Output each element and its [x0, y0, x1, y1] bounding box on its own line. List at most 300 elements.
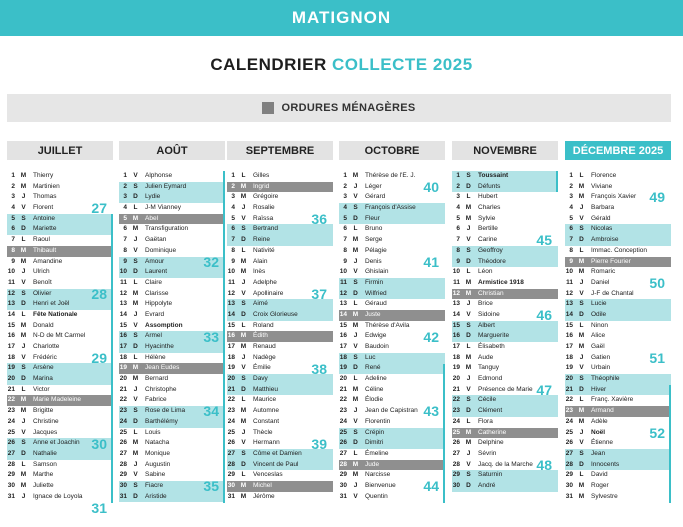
day-row — [452, 171, 558, 182]
day-number: 23 — [227, 407, 235, 415]
day-number: 4 — [231, 204, 235, 212]
day-number: 3 — [456, 193, 460, 201]
day-row — [119, 203, 225, 214]
weekday-letter: L — [353, 375, 358, 383]
month-column — [339, 141, 445, 502]
day-row — [7, 310, 113, 321]
day-number: 5 — [231, 214, 235, 222]
day-row — [339, 428, 445, 439]
day-row — [452, 203, 558, 214]
weekday-letter: M — [20, 471, 27, 479]
weekday-letter: D — [466, 332, 471, 340]
accent-line — [111, 214, 113, 503]
day-row — [227, 417, 333, 428]
brand-name: MATIGNON — [291, 8, 392, 27]
day-row — [565, 406, 671, 417]
weekday-letter: M — [20, 321, 27, 329]
day-row — [7, 417, 113, 428]
saint-name: Antoine — [33, 214, 56, 222]
weekday-letter: M — [132, 375, 139, 383]
day-row — [452, 406, 558, 417]
weekday-letter: D — [21, 375, 26, 383]
saint-name: Wilfried — [365, 289, 387, 297]
saint-name: Thierry — [33, 172, 54, 179]
day-row — [339, 385, 445, 396]
day-row — [119, 224, 225, 235]
weekday-letter: M — [20, 481, 27, 489]
weekday-letter: L — [21, 310, 26, 318]
saint-name: Marina — [33, 375, 53, 383]
weekday-letter: D — [21, 449, 26, 457]
day-number: 31 — [7, 492, 15, 500]
weekday-letter: S — [466, 172, 471, 179]
weekday-letter: M — [578, 332, 585, 340]
weekday-letter: D — [466, 257, 471, 265]
day-number: 10 — [227, 268, 235, 276]
day-number: 5 — [456, 214, 460, 222]
weekday-letter: L — [21, 460, 26, 468]
day-number: 31 — [339, 492, 347, 500]
day-number: 11 — [453, 278, 460, 286]
day-number: 24 — [452, 417, 460, 425]
weekday-letter: V — [353, 417, 358, 425]
saint-name: Transfiguration — [145, 225, 189, 233]
saint-name: Inès — [253, 268, 266, 276]
weekday-letter: S — [579, 449, 584, 457]
day-number: 14 — [565, 310, 573, 318]
day-number: 15 — [119, 321, 127, 329]
week-number: 51 — [649, 349, 665, 366]
weekday-letter: M — [240, 182, 247, 190]
month-days — [565, 171, 671, 502]
day-row — [339, 460, 445, 471]
weekday-letter: V — [353, 268, 358, 276]
saint-name: Côme et Damien — [253, 449, 302, 457]
day-number: 11 — [228, 278, 235, 286]
saint-name: Céline — [365, 385, 384, 393]
saint-name: Michel — [253, 481, 272, 489]
day-number: 14 — [452, 310, 460, 318]
day-row — [339, 353, 445, 364]
day-number: 19 — [227, 364, 235, 372]
day-number: 17 — [339, 343, 347, 350]
weekday-letter: M — [20, 246, 27, 254]
day-row — [227, 267, 333, 278]
week-number: 31 — [91, 499, 107, 516]
weekday-letter: J — [21, 193, 26, 201]
week-number: 43 — [423, 403, 439, 420]
day-number: 8 — [231, 246, 235, 254]
day-number: 3 — [231, 193, 235, 201]
weekday-letter: M — [240, 417, 247, 425]
weekday-letter: L — [353, 225, 358, 233]
saint-name: Crépin — [365, 428, 385, 436]
day-row — [227, 406, 333, 417]
saint-name: Immac. Conception — [591, 246, 647, 254]
weekday-letter: J — [466, 300, 471, 308]
weekday-letter: S — [133, 257, 138, 265]
day-row — [119, 353, 225, 364]
saint-name: Lucie — [591, 300, 607, 308]
saint-name: Alphonse — [145, 172, 173, 179]
saint-name: Gérard — [365, 193, 386, 201]
day-number: 13 — [7, 300, 15, 308]
saint-name: Élisabeth — [478, 343, 505, 350]
day-row — [7, 395, 113, 406]
weekday-letter: V — [579, 364, 584, 372]
weekday-letter: J — [353, 481, 358, 489]
weekday-letter: V — [466, 460, 471, 468]
weekday-letter: D — [466, 407, 471, 415]
day-row — [7, 321, 113, 332]
day-row — [7, 385, 113, 396]
day-number: 4 — [123, 204, 127, 212]
day-number: 18 — [452, 353, 460, 361]
saint-name: Pélagie — [365, 246, 387, 254]
week-number: 46 — [536, 307, 552, 324]
weekday-letter: D — [241, 236, 246, 244]
day-number: 18 — [339, 353, 347, 361]
day-number: 21 — [119, 385, 127, 393]
weekday-letter: J — [21, 492, 26, 500]
day-number: 30 — [227, 481, 235, 489]
day-number: 13 — [119, 300, 127, 308]
day-row — [227, 321, 333, 332]
day-number: 21 — [339, 385, 347, 393]
day-number: 11 — [120, 278, 127, 286]
day-number: 23 — [7, 407, 15, 415]
saint-name: Adeline — [365, 375, 387, 383]
day-number: 8 — [456, 246, 460, 254]
day-number: 27 — [7, 449, 15, 457]
day-number: 17 — [227, 343, 235, 350]
weekday-letter: M — [578, 343, 585, 350]
day-row — [565, 310, 671, 321]
weekday-letter: V — [466, 310, 471, 318]
day-number: 2 — [11, 182, 15, 190]
day-number: 3 — [343, 193, 347, 201]
saint-name: Thècle — [253, 428, 273, 436]
week-number: 41 — [423, 253, 439, 270]
day-row — [452, 214, 558, 225]
saint-name: Jean Eudes — [145, 364, 180, 372]
day-row — [227, 257, 333, 268]
month-column — [565, 141, 671, 502]
saint-name: Adelphe — [253, 278, 277, 286]
saint-name: Thérèse de l'E. J. — [365, 172, 416, 179]
day-row — [565, 385, 671, 396]
saint-name: Gilles — [253, 172, 270, 179]
day-number: 29 — [452, 471, 460, 479]
saint-name: Hélène — [145, 353, 166, 361]
saint-name: Edmond — [478, 375, 503, 383]
month-column — [227, 141, 333, 502]
weekday-letter: L — [579, 396, 584, 404]
day-number: 25 — [339, 428, 347, 436]
day-number: 19 — [339, 364, 347, 372]
weekday-letter: S — [579, 375, 584, 383]
saint-name: Sévrin — [478, 449, 497, 457]
week-number: 50 — [649, 275, 665, 291]
saint-name: Donald — [33, 321, 54, 329]
saint-name: Hiver — [591, 385, 607, 393]
saint-name: Jacq. de la Marche — [478, 460, 533, 468]
day-number: 30 — [7, 481, 15, 489]
day-number: 8 — [343, 246, 347, 254]
saint-name: Marthe — [33, 471, 54, 479]
weekday-letter: J — [133, 310, 138, 318]
day-number: 11 — [566, 278, 573, 286]
day-number: 8 — [123, 246, 127, 254]
weekday-letter: D — [133, 268, 138, 276]
day-number: 2 — [343, 182, 347, 190]
day-number: 13 — [339, 300, 347, 308]
day-row — [452, 192, 558, 203]
week-number: 36 — [311, 210, 327, 227]
day-number: 12 — [565, 289, 573, 297]
day-number: 7 — [343, 236, 347, 244]
weekday-letter: J — [133, 460, 138, 468]
day-row — [339, 289, 445, 300]
saint-name: François d'Assise — [365, 204, 416, 212]
day-number: 21 — [452, 385, 460, 393]
saint-name: Émeline — [365, 449, 389, 457]
weekday-letter: M — [132, 214, 139, 222]
week-number: 34 — [203, 403, 219, 420]
saint-name: Serge — [365, 236, 383, 244]
weekday-letter: L — [21, 385, 26, 393]
day-number: 26 — [227, 439, 235, 447]
day-row — [119, 235, 225, 246]
saint-name: Jude — [365, 460, 380, 468]
weekday-letter: S — [579, 225, 584, 233]
weekday-letter: S — [579, 300, 584, 308]
day-number: 22 — [7, 396, 15, 404]
day-number: 14 — [227, 310, 235, 318]
week-number: 45 — [536, 232, 552, 249]
weekday-letter: S — [21, 364, 26, 372]
day-number: 16 — [565, 332, 573, 340]
day-number: 1 — [231, 172, 235, 179]
day-number: 10 — [565, 268, 573, 276]
saint-name: Aimé — [253, 300, 268, 308]
day-row — [452, 428, 558, 439]
saint-name: Barthélémy — [145, 417, 178, 425]
day-row — [119, 438, 225, 449]
weekday-letter: L — [353, 300, 358, 308]
weekday-letter: M — [465, 204, 472, 212]
saint-name: Armel — [145, 332, 162, 340]
weekday-letter: J — [241, 353, 246, 361]
saint-name: Augustin — [145, 460, 171, 468]
saint-name: Ulrich — [33, 268, 50, 276]
day-number: 29 — [339, 471, 347, 479]
weekday-letter: D — [133, 492, 138, 500]
saint-name: Sylvestre — [591, 492, 618, 500]
week-number: 47 — [536, 382, 552, 398]
day-number: 6 — [123, 225, 127, 233]
weekday-letter: J — [21, 343, 26, 350]
day-number: 9 — [456, 257, 460, 265]
day-row — [339, 214, 445, 225]
weekday-letter: M — [465, 353, 472, 361]
day-number: 13 — [565, 300, 573, 308]
saint-name: Christian — [478, 289, 504, 297]
saint-name: Cécile — [478, 396, 497, 404]
month-header: DÉCEMBRE 2025 — [565, 141, 671, 160]
day-row — [7, 470, 113, 481]
saint-name: Denis — [365, 257, 382, 265]
day-row — [565, 331, 671, 342]
saint-name: Fabrice — [145, 396, 167, 404]
day-row — [565, 257, 671, 268]
day-number: 8 — [11, 246, 15, 254]
weekday-letter: V — [466, 385, 471, 393]
weekday-letter: L — [579, 471, 584, 479]
saint-name: Clarisse — [145, 289, 169, 297]
day-number: 13 — [452, 300, 460, 308]
weekday-letter: L — [579, 246, 584, 254]
saint-name: René — [365, 364, 381, 372]
weekday-letter: S — [21, 439, 26, 447]
day-row — [565, 374, 671, 385]
month-column — [7, 141, 113, 516]
weekday-letter: S — [466, 246, 471, 254]
day-number: 6 — [231, 225, 235, 233]
day-number: 27 — [339, 449, 347, 457]
weekday-letter: L — [579, 172, 584, 179]
saint-name: Hippolyte — [145, 300, 173, 308]
day-row — [565, 492, 671, 503]
month-days — [452, 171, 558, 492]
saint-name: Édith — [253, 332, 268, 340]
day-number: 6 — [343, 225, 347, 233]
day-row — [452, 353, 558, 364]
day-row — [119, 278, 225, 289]
day-number: 15 — [7, 321, 15, 329]
weekday-letter: V — [21, 428, 26, 436]
legend-swatch — [262, 102, 274, 114]
weekday-letter: J — [133, 385, 138, 393]
saint-name: Toussaint — [478, 172, 509, 179]
saint-name: Laurent — [145, 268, 168, 276]
saint-name: Thérèse d'Avila — [365, 321, 410, 329]
saint-name: Ignace de Loyola — [33, 492, 83, 500]
day-number: 17 — [452, 343, 460, 350]
saint-name: Croix Glorieuse — [253, 310, 298, 318]
month-days — [227, 171, 333, 502]
weekday-letter: J — [466, 225, 471, 233]
saint-name: Renaud — [253, 343, 276, 350]
title-part-2: COLLECTE 2025 — [332, 55, 473, 74]
weekday-letter: M — [578, 492, 585, 500]
day-row — [339, 235, 445, 246]
saint-name: Gérald — [591, 214, 611, 222]
day-number: 28 — [119, 460, 127, 468]
day-number: 25 — [565, 428, 573, 436]
saint-name: Alice — [591, 332, 606, 340]
saint-name: Sylvie — [478, 214, 496, 222]
saint-name: Louis — [145, 428, 161, 436]
weekday-letter: D — [353, 289, 358, 297]
weekday-letter: S — [353, 353, 358, 361]
saint-name: Frédéric — [33, 353, 57, 361]
saint-name: Grégoire — [253, 193, 279, 201]
weekday-letter: V — [353, 193, 358, 201]
saint-name: François Xavier — [591, 193, 637, 201]
day-row — [227, 171, 333, 182]
weekday-letter: J — [579, 204, 584, 212]
weekday-letter: J — [579, 353, 584, 361]
day-number: 30 — [565, 481, 573, 489]
saint-name: Arsène — [33, 364, 54, 372]
weekday-letter: D — [579, 310, 584, 318]
saint-name: Franç. Xavière — [591, 396, 634, 404]
day-row — [227, 492, 333, 503]
weekday-letter: M — [578, 481, 585, 489]
saint-name: Carine — [478, 236, 498, 244]
weekday-letter: V — [133, 321, 138, 329]
weekday-letter: M — [465, 439, 472, 447]
day-number: 15 — [227, 321, 235, 329]
saint-name: Jacques — [33, 428, 58, 436]
week-number: 49 — [649, 189, 665, 206]
day-row — [7, 182, 113, 193]
weekday-letter: M — [578, 257, 585, 265]
weekday-letter: M — [352, 172, 359, 179]
weekday-letter: J — [353, 182, 358, 190]
saint-name: Thomas — [33, 193, 57, 201]
weekday-letter: M — [578, 193, 585, 201]
day-row — [452, 363, 558, 374]
day-number: 2 — [569, 182, 573, 190]
saint-name: Bertille — [478, 225, 498, 233]
saint-name: Rose de Lima — [145, 407, 186, 415]
saint-name: Luc — [365, 353, 376, 361]
saint-name: Adèle — [591, 417, 608, 425]
day-number: 9 — [123, 257, 127, 265]
day-number: 16 — [227, 332, 235, 340]
day-number: 28 — [7, 460, 15, 468]
weekday-letter: L — [241, 471, 246, 479]
weekday-letter: M — [352, 321, 359, 329]
weekday-letter: M — [240, 193, 247, 201]
weekday-letter: V — [133, 396, 138, 404]
saint-name: Théophile — [591, 375, 620, 383]
weekday-letter: S — [133, 407, 138, 415]
week-number: 37 — [311, 285, 327, 302]
day-row — [227, 192, 333, 203]
day-number: 5 — [569, 214, 573, 222]
day-number: 4 — [456, 204, 460, 212]
saint-name: Nicolas — [591, 225, 613, 233]
saint-name: Christine — [33, 417, 59, 425]
day-row — [565, 395, 671, 406]
weekday-letter: L — [133, 353, 138, 361]
saint-name: Florent — [33, 204, 54, 212]
day-number: 6 — [456, 225, 460, 233]
weekday-letter: D — [353, 439, 358, 447]
day-row — [452, 342, 558, 353]
day-number: 18 — [119, 353, 127, 361]
month-header: AOÛT — [119, 141, 225, 160]
saint-name: Saturnin — [478, 471, 503, 479]
saint-name: Narcisse — [365, 471, 391, 479]
day-number: 28 — [452, 460, 460, 468]
weekday-letter: J — [133, 236, 138, 244]
saint-name: Hermann — [253, 439, 280, 447]
weekday-letter: L — [579, 321, 584, 329]
